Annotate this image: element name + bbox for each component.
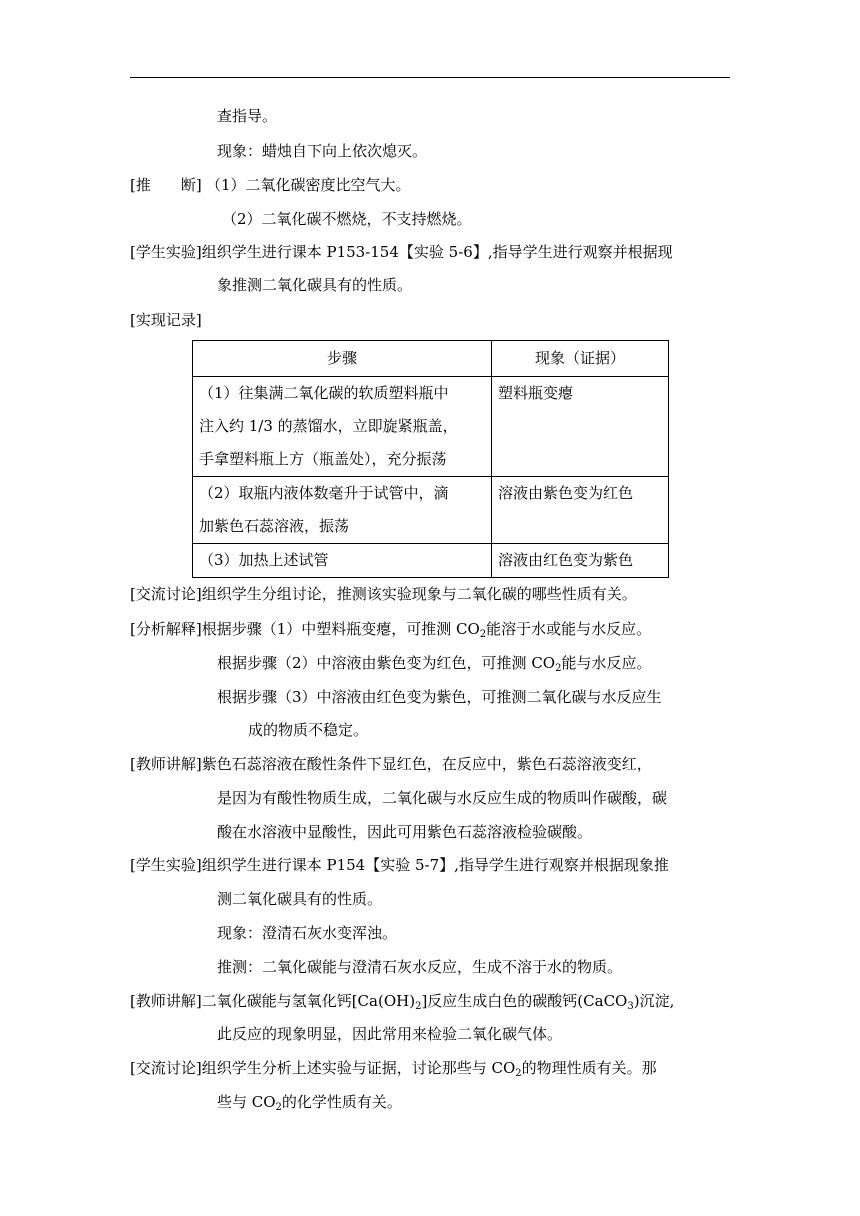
table-header-row xyxy=(193,341,669,377)
table-cell-step: （2）取瓶内液体数毫升于试管中，滴 加紫色石蕊溶液，振荡 xyxy=(193,477,492,544)
text-line: [教师讲解]二氧化碳能与氢氧化钙$[Ca(OH)_2]$反应生成白色的碳酸钙(CaCO$_3$)沉淀, xyxy=(130,992,675,1012)
table-header: 现象（证据） xyxy=(492,341,669,377)
table-header: 步骤 xyxy=(193,341,492,377)
text-line: [学生实验]组织学生进行课本 P153-154【实验 5-6】,指导学生进行观察并根据现 xyxy=(130,243,673,261)
text-line: 根据步骤（2）中溶液由紫色变为红色，可推测 $CO_2$能与水反应。 xyxy=(217,654,652,674)
text-line: 成的物质不稳定。 xyxy=(248,721,369,739)
text-line: 此反应的现象明显，因此常用来检验二氧化碳气体。 xyxy=(217,1025,563,1043)
text-line: 现象：澄清石灰水变浑浊。 xyxy=(217,924,398,942)
text-line: [教师讲解]紫色石蕊溶液在酸性条件下显红色，在反应中，紫色石蕊溶液变红， xyxy=(130,755,652,773)
text-line: [交流讨论]组织学生分析上述实验与证据，讨论那些与 $CO_2$的物理性质有关。那 xyxy=(130,1059,657,1079)
text-line: 测二氧化碳具有的性质。 xyxy=(217,890,383,908)
table-row xyxy=(193,477,669,544)
text-line: [分析解释]根据步骤（1）中塑料瓶变瘪，可推测 $CO_2$能溶于水或能与水反应。 xyxy=(130,620,652,640)
table-cell-phenomenon: 塑料瓶变瘪 xyxy=(492,377,669,477)
table-cell-phenomenon: 溶液由紫色变为红色 xyxy=(492,477,669,544)
text-line: 些与 $CO_2$的化学性质有关。 xyxy=(217,1093,402,1113)
text-line: （1）二氧化碳密度比空气大。 xyxy=(206,176,411,194)
text-line: 酸在水溶液中显酸性，因此可用紫色石蕊溶液检验碳酸。 xyxy=(217,823,593,841)
text-line: [学生实验]组织学生进行课本 P154【实验 5-7】,指导学生进行观察并根据现象推 xyxy=(130,856,669,874)
table-row xyxy=(193,544,669,578)
table-row xyxy=(193,377,669,477)
text-line: 是因为有酸性物质生成，二氧化碳与水反应生成的物质叫作碳酸，碳 xyxy=(217,789,668,807)
text-line: [交流讨论]组织学生分组讨论，推测该实验现象与二氧化碳的哪些性质有关。 xyxy=(130,585,637,603)
table-cell-step: （3）加热上述试管 xyxy=(193,544,492,578)
text-line: 象推测二氧化碳具有的性质。 xyxy=(217,276,413,294)
section-tag: [推 断] xyxy=(130,176,202,194)
text-line: 根据步骤（3）中溶液由红色变为紫色，可推测二氧化碳与水反应生 xyxy=(217,688,662,706)
text-line: [实现记录] xyxy=(130,311,202,329)
text-line: （2）二氧化碳不燃烧，不支持燃烧。 xyxy=(222,210,472,228)
record-table xyxy=(192,340,669,578)
table-cell-phenomenon: 溶液由红色变为紫色 xyxy=(492,544,669,578)
text-line: 查指导。 xyxy=(217,107,278,125)
text-line: 推测：二氧化碳能与澄清石灰水反应，生成不溶于水的物质。 xyxy=(217,958,623,976)
table-cell-step: （1）往集满二氧化碳的软质塑料瓶中 注入约 1/3 的蒸馏水，立即旋紧瓶盖， 手拿塑料瓶上方（瓶盖处），充分振荡 xyxy=(193,377,492,477)
text-line: 现象：蜡烛自下向上依次熄灭。 xyxy=(217,142,428,160)
header-rule xyxy=(130,77,730,78)
